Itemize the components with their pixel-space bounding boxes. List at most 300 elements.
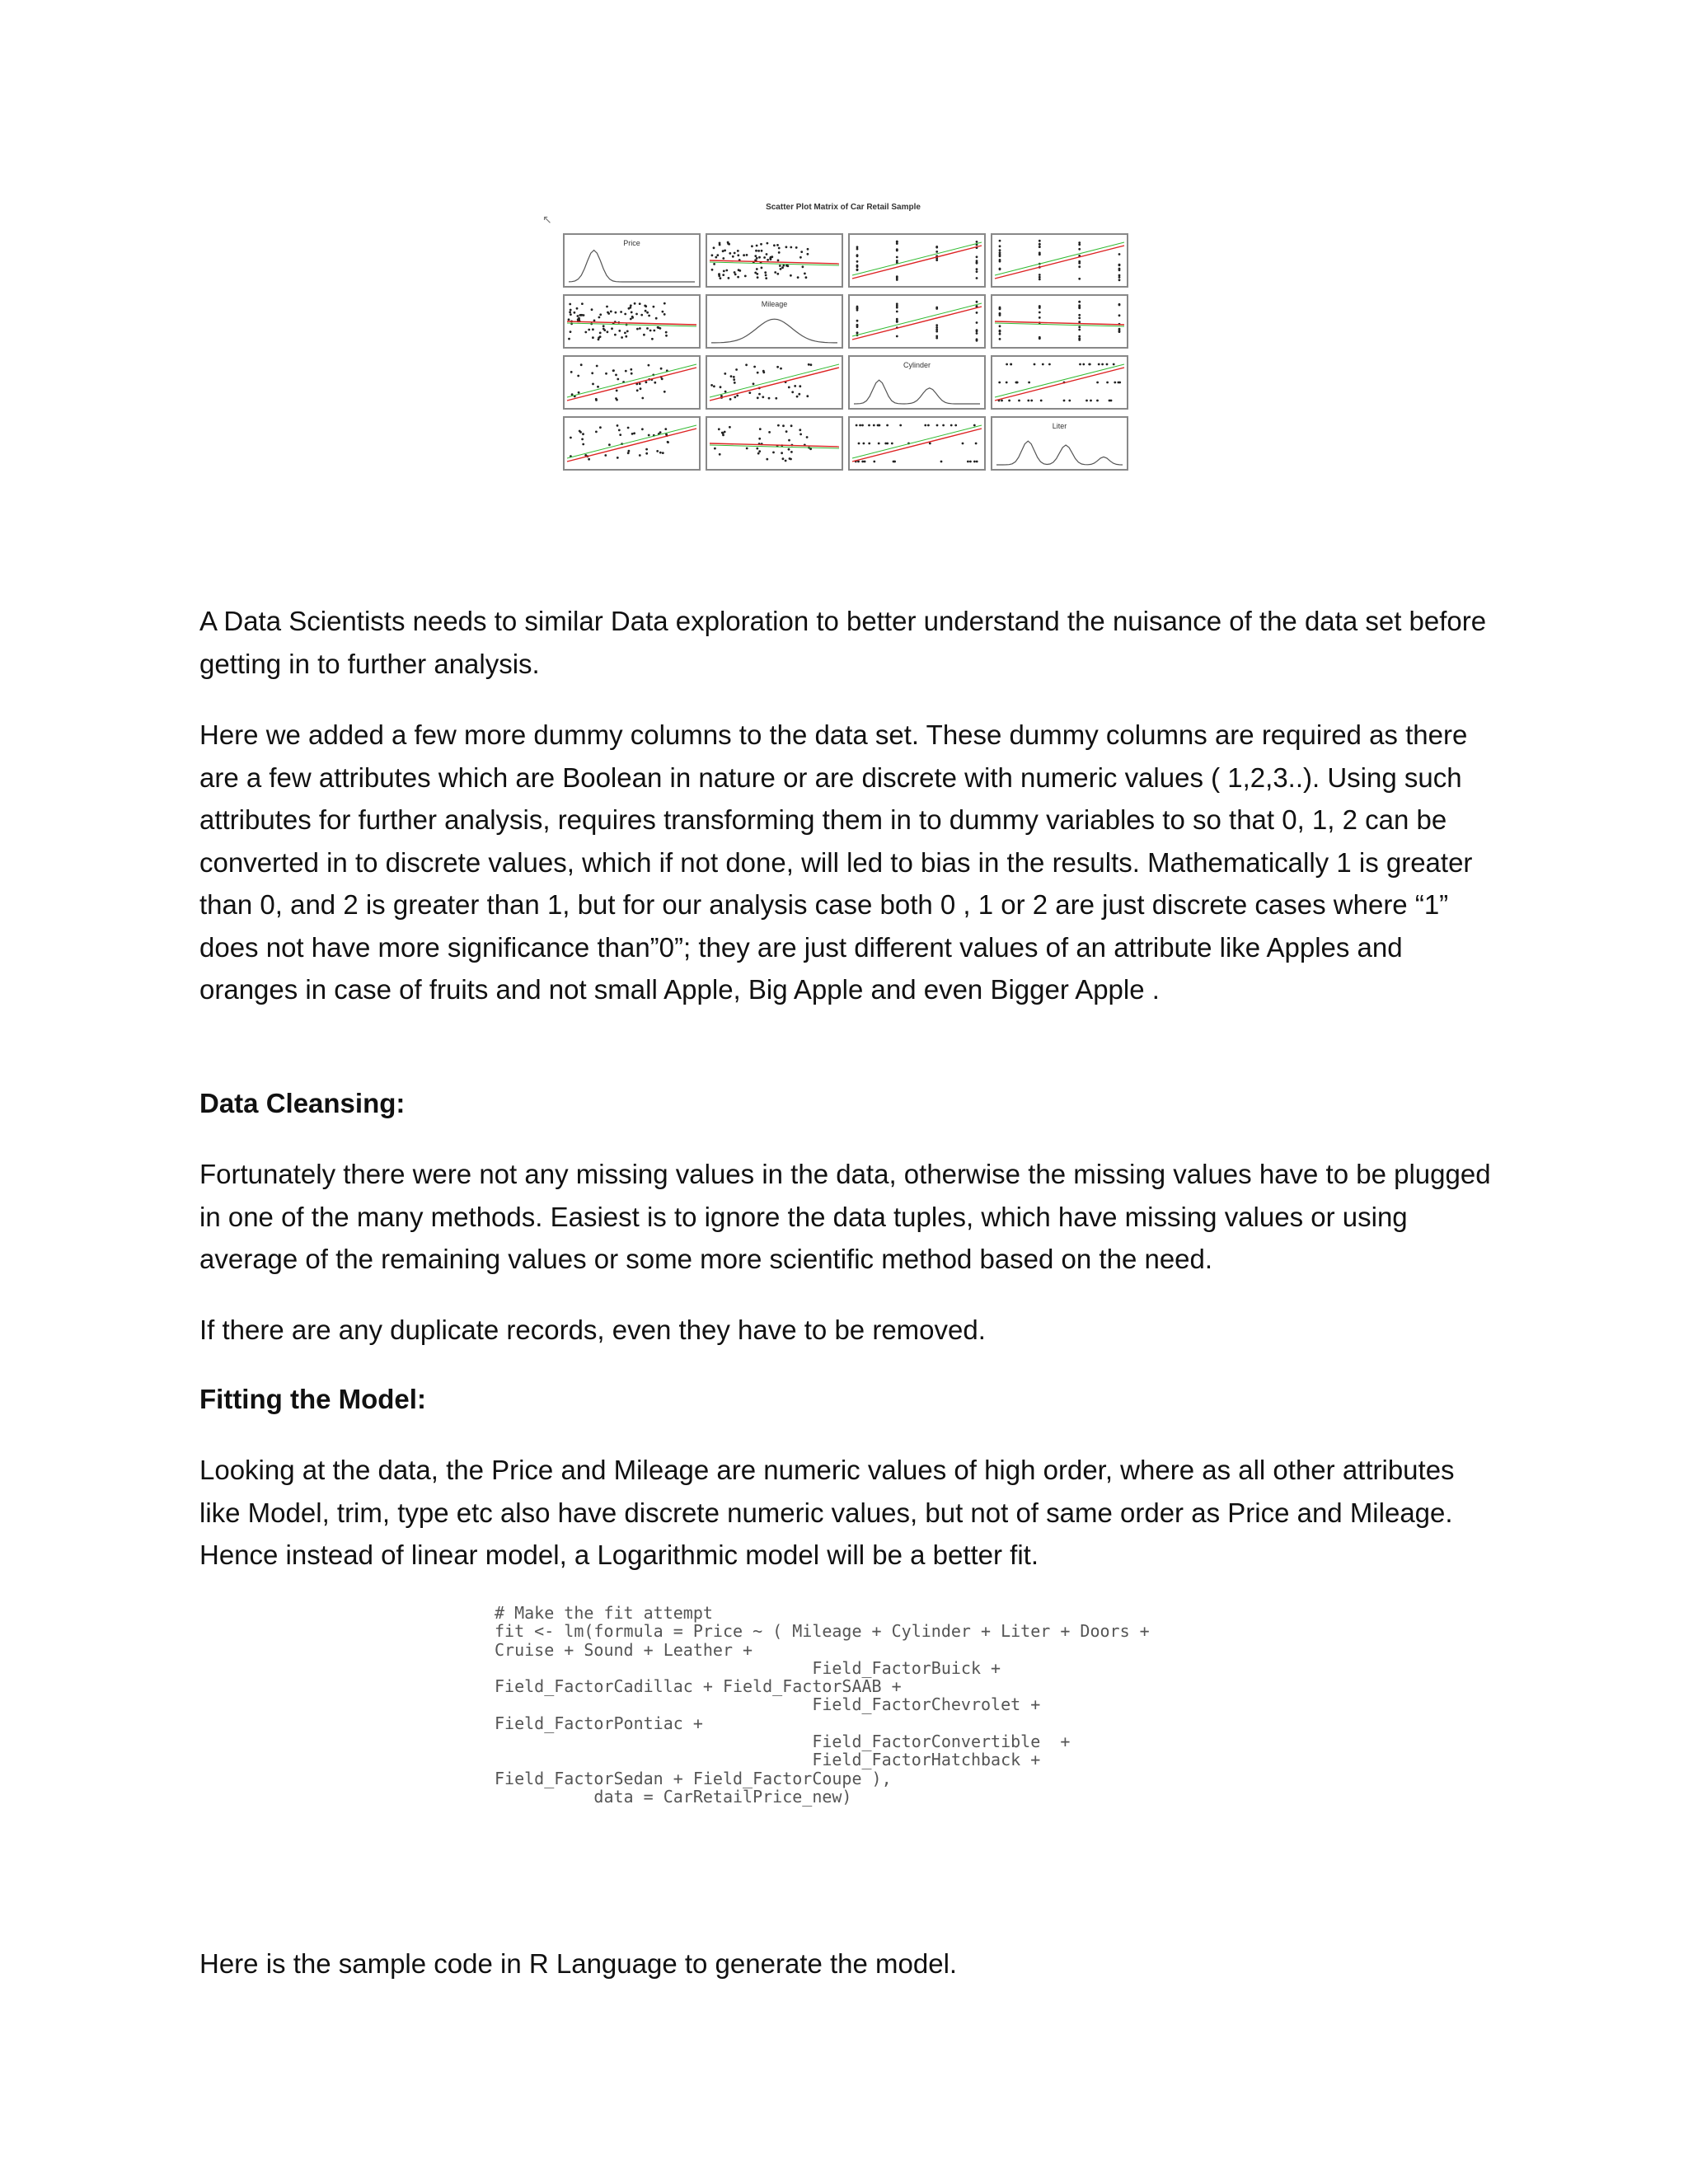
scatter-point [757, 276, 759, 279]
scatter-point [645, 381, 648, 383]
scatter-point [999, 330, 1001, 333]
scatter-point [640, 387, 642, 390]
scatter-point [1118, 274, 1121, 277]
scatter-point [645, 305, 647, 307]
scatter-point [1078, 301, 1081, 303]
matrix-panel [849, 234, 985, 287]
scatter-point [1118, 314, 1121, 316]
scatter-point [765, 274, 767, 277]
scatter-matrix-svg [534, 194, 1152, 491]
scatter-point [711, 269, 714, 271]
scatter-point [648, 364, 650, 367]
scatter-point [630, 304, 632, 307]
paragraph-duplicates: If there are any duplicate records, even they have to be removed. [199, 1315, 986, 1345]
scatter-point [856, 265, 859, 267]
scatter-point [929, 443, 931, 445]
scatter-point [654, 382, 656, 384]
scatter-point [896, 335, 898, 338]
scatter-point [893, 461, 896, 463]
scatter-point [570, 330, 572, 333]
scatter-point [631, 373, 633, 375]
scatter-point [734, 382, 736, 384]
scatter-point [967, 461, 969, 463]
scatter-point [729, 252, 731, 255]
scatter-point [780, 368, 782, 370]
scatter-point [641, 397, 644, 400]
scatter-point [976, 301, 978, 303]
scatter-point [891, 443, 893, 445]
scatter-point [999, 245, 1001, 247]
scatter-point [596, 365, 598, 368]
scatter-point [935, 307, 938, 309]
scatter-point [710, 384, 713, 387]
scatter-point [899, 424, 902, 427]
scatter-point [804, 273, 806, 275]
scatter-point [616, 390, 618, 392]
scatter-point [621, 336, 623, 339]
scatter-point [772, 452, 775, 454]
scatter-point [877, 424, 879, 427]
scatter-point [799, 385, 801, 387]
cleansing-section [199, 1153, 1502, 1281]
panel-label: Liter [1052, 422, 1067, 430]
scatter-point [655, 317, 658, 320]
scatter-point [618, 429, 621, 432]
scatter-point [1040, 400, 1043, 402]
scatter-point [728, 277, 730, 279]
scatter-point [950, 424, 953, 427]
scatter-point [724, 391, 727, 393]
scatter-point [643, 334, 645, 336]
scatter-point [1039, 240, 1041, 242]
dummy-columns-section [199, 714, 1502, 1011]
scatter-point [809, 448, 812, 450]
scatter-point [665, 331, 668, 334]
scatter-point [806, 436, 809, 438]
scatter-point [896, 241, 898, 243]
scatter-point [629, 307, 631, 309]
scatter-point [808, 363, 810, 366]
scatter-point [576, 307, 579, 310]
scatter-point [935, 259, 938, 261]
scatter-point [720, 277, 722, 279]
scatter-point [768, 397, 771, 400]
scatter-point [778, 247, 781, 250]
scatter-point [756, 448, 758, 450]
scatter-point [639, 327, 641, 330]
scatter-point [631, 433, 634, 435]
scatter-point [615, 312, 617, 314]
scatter-point [581, 438, 584, 441]
scatter-point [766, 458, 768, 461]
paragraph-dummy-columns: Here we added a few more dummy columns to the data set. These dummy columns are required as there are a few attributes which are Boolean in nature or are discrete with numeric values ( 1,2,3..). Using such attributes for further analysis, requires transforming them in to dummy variables to so that 0, 1, 2 can be converted in to discrete values, which if not done, will led to bias in the results. Mathematically 1 is greater than 0, and 2 is greater than 1, but for our analysis case both 0 , 1 or 2 are just discrete cases where “1” does not have more significance than”0”; they are just different values of an attribute like Apples and oranges in case of fruits and not small Apple, Big Apple and even Bigger Apple . [199, 719, 1473, 1005]
scatter-point [969, 461, 972, 463]
scatter-point [662, 311, 664, 313]
scatter-point [757, 452, 760, 455]
scatter-point [999, 333, 1001, 335]
scatter-point [624, 332, 626, 335]
scatter-point [755, 250, 757, 252]
scatter-point [798, 393, 800, 396]
scatter-point [1113, 363, 1115, 366]
scatter-point [1016, 382, 1019, 384]
scatter-point [776, 366, 779, 368]
scatter-point [935, 326, 938, 329]
scatter-point [796, 396, 799, 398]
scatter-point [653, 330, 655, 332]
scatter-point [568, 338, 570, 340]
scatter-point [582, 433, 584, 435]
scatter-point [729, 398, 732, 401]
scatter-point [732, 255, 734, 258]
scatter-point [746, 254, 748, 256]
scatter-point [790, 274, 792, 277]
scatter-point [1039, 243, 1041, 246]
scatter-point [976, 340, 978, 342]
scatter-point [756, 257, 758, 260]
scatter-point [1063, 400, 1066, 402]
scatter-point [663, 313, 666, 316]
scatter-point [1079, 363, 1081, 366]
scatter-point [722, 257, 724, 260]
scatter-point [760, 243, 762, 246]
scatter-point [598, 339, 600, 341]
scatter-point [607, 312, 609, 314]
scatter-point [646, 312, 649, 314]
scatter-point [751, 245, 753, 247]
scatter-point [799, 256, 802, 259]
scatter-point [746, 448, 748, 450]
scatter-point [1118, 279, 1121, 281]
scatter-point [858, 443, 860, 445]
scatter-point [578, 391, 580, 394]
scatter-point [617, 424, 619, 427]
scatter-point [664, 428, 667, 430]
scatter-point [1008, 400, 1010, 402]
scatter-point [663, 302, 666, 305]
scatter-point [856, 309, 859, 312]
scatter-point [667, 441, 669, 443]
scatter-point [1118, 382, 1121, 384]
scatter-point [1078, 335, 1081, 338]
scatter-point [722, 250, 724, 252]
scatter-point [1068, 400, 1071, 402]
scatter-point [579, 431, 582, 434]
scatter-point [1027, 400, 1029, 402]
scatter-point [653, 306, 655, 308]
scatter-point [577, 315, 579, 317]
scatter-point [935, 251, 938, 253]
scatter-point [976, 321, 978, 324]
scatter-point [1118, 330, 1121, 332]
scatter-point [1039, 307, 1041, 309]
scatter-point [570, 437, 572, 439]
scatter-point [1010, 363, 1012, 366]
duplicates-section [199, 1309, 1502, 1352]
scatter-point [1048, 363, 1051, 366]
scatter-point [976, 270, 978, 273]
scatter-point [599, 313, 602, 316]
scatter-point [719, 453, 721, 456]
panel-label: Cylinder [903, 361, 931, 369]
scatter-point [648, 315, 650, 317]
scatter-point [1039, 337, 1041, 340]
scatter-point [1039, 312, 1041, 314]
scatter-point [570, 309, 572, 312]
scatter-point [592, 383, 594, 386]
scatter-point [774, 271, 776, 274]
scatter-point [800, 251, 803, 253]
scatter-point [659, 452, 662, 454]
scatter-point [645, 448, 648, 451]
scatter-point [725, 269, 728, 272]
fitting-section [199, 1449, 1502, 1577]
scatter-point [1118, 269, 1121, 271]
scatter-point [781, 452, 783, 454]
scatter-point [634, 302, 636, 305]
scatter-point [656, 450, 659, 452]
scatter-point [868, 443, 870, 445]
scatter-point [599, 426, 602, 429]
scatter-point [645, 310, 647, 312]
scatter-point [973, 461, 976, 463]
scatter-point [662, 452, 664, 454]
scatter-point [718, 428, 720, 430]
scatter-point [788, 387, 790, 389]
scatter-point [620, 311, 622, 313]
matrix-panel [992, 234, 1128, 287]
scatter-point [976, 329, 978, 331]
scatter-point [568, 318, 570, 321]
scatter-point [999, 268, 1001, 270]
scatter-point [639, 454, 641, 457]
scatter-point [863, 443, 865, 445]
scatter-point [790, 424, 793, 427]
scatter-point [758, 438, 761, 440]
scatter-point [766, 253, 768, 255]
scatter-point [1042, 363, 1044, 366]
scatter-point [1078, 306, 1081, 308]
scatter-point [617, 378, 619, 381]
scatter-point [1085, 400, 1088, 402]
scatter-point [1018, 400, 1020, 402]
scatter-point [810, 363, 813, 366]
scatter-point [581, 302, 584, 305]
scatter-point [595, 399, 598, 401]
scatter-point [1106, 363, 1109, 366]
scatter-point [999, 259, 1001, 261]
scatter-point [659, 327, 662, 330]
scatter-point [1078, 260, 1081, 263]
scatter-point [737, 276, 739, 279]
scatter-point [856, 260, 859, 263]
scatter-point [976, 312, 978, 314]
scatter-point [1118, 253, 1121, 255]
scatter-point [767, 259, 769, 261]
scatter-point [625, 370, 627, 373]
scatter-point [756, 268, 758, 270]
scatter-point [999, 325, 1001, 327]
scatter-point [628, 450, 631, 452]
scatter-point [1109, 400, 1111, 402]
scatter-point [645, 452, 648, 455]
scatter-point [616, 399, 618, 401]
scatter-point [592, 328, 594, 330]
scatter-point [1078, 243, 1081, 246]
scatter-point [790, 246, 792, 249]
scatter-point [744, 275, 747, 278]
scatter-point [761, 250, 763, 252]
scatter-point [976, 268, 978, 270]
scatter-point [635, 313, 638, 316]
scatter-point [657, 326, 659, 329]
scatter-point [884, 443, 887, 445]
scatter-point [1034, 363, 1036, 366]
scatter-point [788, 439, 790, 442]
scatter-point [976, 277, 978, 279]
scatter-point [591, 308, 593, 311]
scatter-point [598, 316, 601, 319]
panel-label: Price [623, 239, 640, 247]
scatter-point [722, 274, 724, 276]
scatter-point [639, 382, 641, 385]
scatter-point [864, 461, 866, 463]
scatter-point [611, 327, 613, 330]
scatter-point [651, 338, 654, 340]
scatter-point [582, 443, 584, 446]
scatter-point [1039, 251, 1041, 254]
scatter-point [861, 424, 864, 427]
scatter-point [1039, 246, 1041, 248]
scatter-point [856, 306, 859, 308]
scatter-point [1006, 382, 1008, 384]
scatter-point [612, 369, 615, 372]
scatter-point [856, 332, 859, 335]
scatter-point [733, 376, 735, 378]
scatter-point [1101, 363, 1104, 366]
scatter-point [604, 454, 607, 457]
scatter-point [1039, 316, 1041, 319]
scatter-point [570, 313, 572, 316]
scatter-point [785, 246, 788, 248]
scatter-point [758, 393, 761, 396]
scatter-point [627, 452, 630, 454]
scatter-point [788, 448, 790, 451]
scatter-point [976, 461, 978, 463]
scatter-point [640, 314, 643, 316]
scatter-point [713, 385, 715, 387]
scatter-point [1078, 265, 1081, 268]
scatter-point [776, 244, 779, 246]
scatter-point [569, 303, 571, 306]
scatter-point [1078, 314, 1081, 316]
scatter-point [936, 424, 939, 427]
scatter-point [764, 271, 767, 274]
closing-section [199, 1943, 1502, 1985]
scatter-point [636, 389, 639, 391]
scatter-point [718, 273, 720, 275]
scatter-point [606, 306, 608, 308]
scatter-point [1078, 248, 1081, 251]
scatter-point [1030, 400, 1033, 402]
scatter-point [778, 251, 781, 254]
scatter-point [999, 240, 1001, 242]
scatter-point [794, 385, 796, 387]
scatter-point [896, 249, 898, 251]
scatter-point [627, 427, 630, 429]
scatter-point [757, 372, 759, 374]
scatter-point [924, 424, 926, 427]
scatter-point [856, 269, 859, 271]
scatter-point [753, 366, 756, 368]
scatter-point [736, 395, 738, 397]
scatter-point [661, 377, 663, 380]
r-code-block: # Make the fit attempt fit <- lm(formula = Price ~ ( Mileage + Cylinder + Liter + Doors + Cruise + Sound + Leather + Field_FactorBuick + Field_FactorCadillac + Field_FactorSAAB + Field_FactorChevrolet + Field_FactorPontiac + Field_FactorConvertible + Field_FactorHatchback + Field_FactorSedan + Field_FactorCoupe ), data = CarRetailPrice_new) [495, 1603, 1150, 1807]
scatter-point [770, 258, 772, 260]
scatter-point [639, 302, 641, 305]
scatter-point [873, 424, 875, 427]
scatter-point [976, 262, 978, 265]
scatter-point [763, 256, 766, 259]
scatter-point [584, 331, 587, 334]
scatter-point [940, 461, 943, 463]
scatter-point [1039, 276, 1041, 279]
scatter-point [663, 391, 666, 393]
scatter-point [856, 320, 859, 322]
scatter-point [723, 270, 725, 273]
scatter-point [618, 330, 621, 332]
scatter-point [782, 457, 785, 460]
intro-section [199, 600, 1502, 685]
scatter-point [581, 314, 584, 316]
scatter-point [896, 277, 898, 279]
scatter-point [588, 329, 590, 331]
matrix-panel [849, 295, 985, 348]
scatter-point [730, 375, 733, 377]
scatter-point [570, 371, 573, 373]
scatter-point [595, 431, 598, 434]
scatter-point [799, 434, 802, 436]
scatter-point [1118, 276, 1121, 279]
scatter-point [738, 269, 740, 271]
scatter-point [636, 328, 639, 330]
matrix-panel [706, 356, 842, 409]
scatter-point [1106, 382, 1109, 384]
scatter-point [608, 443, 611, 446]
scatter-point [1001, 400, 1003, 402]
scatter-point [856, 255, 859, 257]
scatter-point [737, 250, 739, 252]
scatter-point [999, 249, 1001, 251]
scatter-point [935, 329, 938, 331]
scatter-point [631, 316, 634, 319]
paragraph-exploration: A Data Scientists needs to similar Data exploration to better understand the nuisance of the data set before getting in to further analysis. [199, 606, 1487, 679]
scatter-point [1078, 278, 1081, 280]
scatter-point [714, 448, 716, 450]
scatter-point [648, 434, 650, 437]
scatter-point [711, 254, 714, 256]
scatter-point [1118, 264, 1121, 266]
scatter-point [776, 273, 779, 275]
scatter-point [868, 424, 870, 427]
scatter-point [1082, 363, 1085, 366]
scatter-point [805, 276, 808, 279]
scatter-point [878, 443, 880, 445]
scatter-point [1078, 317, 1081, 320]
scatter-point [797, 276, 799, 279]
scatter-point [976, 260, 978, 262]
scatter-point [896, 256, 898, 259]
